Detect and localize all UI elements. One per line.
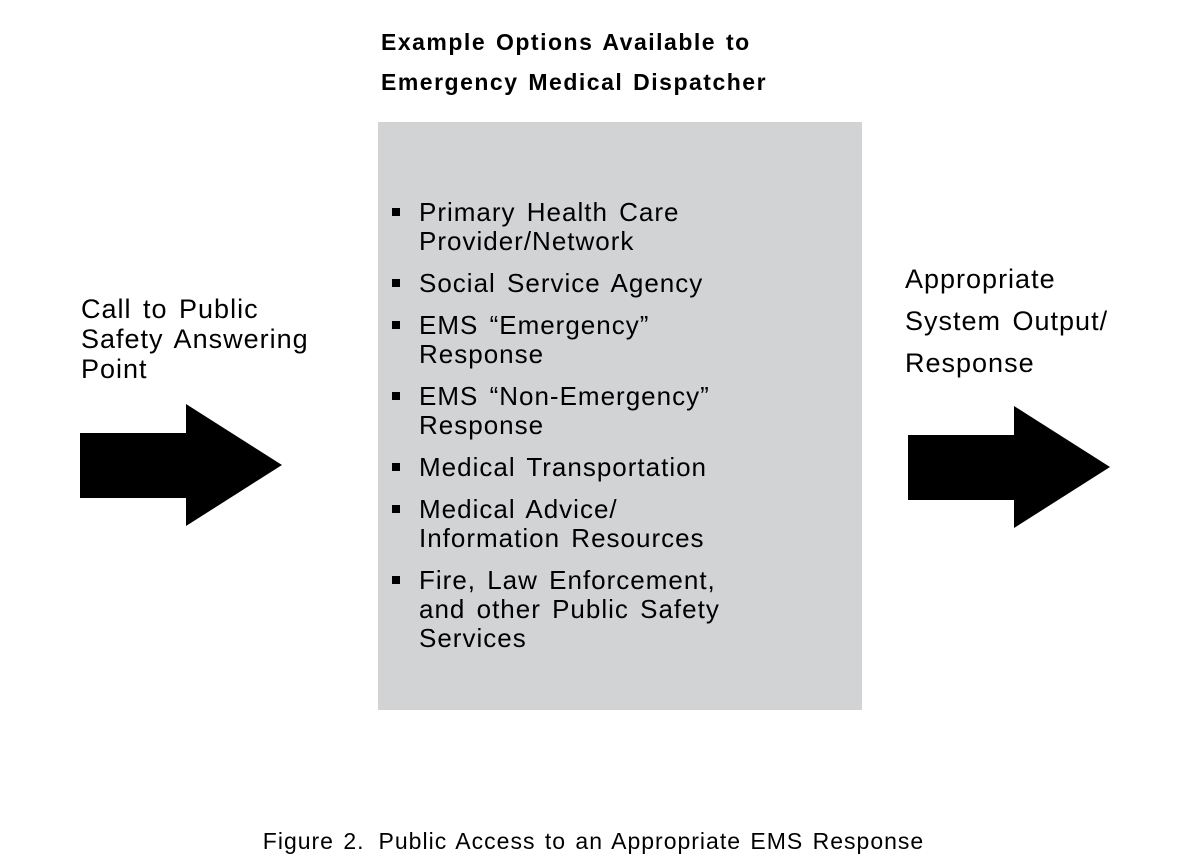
input-label <box>81 294 371 384</box>
figure-number: Figure 2. <box>262 828 365 854</box>
list-item-line: Medical Advice/ <box>419 494 618 524</box>
list-item <box>392 453 852 482</box>
list-item <box>392 382 852 440</box>
list-item-line: Response <box>419 410 545 440</box>
square-bullet-icon <box>392 505 400 513</box>
input-label-line: Call to Public <box>81 294 259 324</box>
list-item <box>392 566 852 653</box>
list-item <box>392 198 852 256</box>
input-label-line: Point <box>81 354 148 384</box>
square-bullet-icon <box>392 279 400 287</box>
heading-line-1: Example Options Available to <box>381 29 751 55</box>
dispatcher-options-box <box>378 122 862 710</box>
list-item <box>392 495 852 553</box>
square-bullet-icon <box>392 208 400 216</box>
options-box-heading <box>381 22 901 102</box>
square-bullet-icon <box>392 321 400 329</box>
list-item <box>392 311 852 369</box>
list-item-line: Medical Transportation <box>419 452 708 482</box>
square-bullet-icon <box>392 392 400 400</box>
square-bullet-icon <box>392 576 400 584</box>
output-label-line: Appropriate <box>905 264 1056 294</box>
output-label-line: System Output/ <box>905 306 1109 336</box>
output-label-line: Response <box>905 348 1035 378</box>
list-item-line: Social Service Agency <box>419 268 704 298</box>
list-item-line: Response <box>419 339 545 369</box>
output-label <box>905 258 1180 384</box>
list-item-line: Information Resources <box>419 523 705 553</box>
input-label-line: Safety Answering <box>81 324 309 354</box>
list-item-line: EMS “Non-Emergency” <box>419 381 710 411</box>
square-bullet-icon <box>392 463 400 471</box>
list-item-line: Fire, Law Enforcement, <box>419 565 716 595</box>
list-item-line: Services <box>419 623 527 653</box>
list-item-line: Provider/Network <box>419 226 635 256</box>
list-item-line: EMS “Emergency” <box>419 310 650 340</box>
list-item-line: Primary Health Care <box>419 197 680 227</box>
list-item-line: and other Public Safety <box>419 594 720 624</box>
list-item <box>392 269 852 298</box>
heading-line-2: Emergency Medical Dispatcher <box>381 69 768 95</box>
figure-caption <box>0 826 1187 856</box>
right-arrow-icon <box>80 404 284 528</box>
right-arrow-icon <box>908 406 1112 530</box>
options-list <box>392 198 852 666</box>
figure-title: Public Access to an Appropriate EMS Response <box>378 828 925 854</box>
